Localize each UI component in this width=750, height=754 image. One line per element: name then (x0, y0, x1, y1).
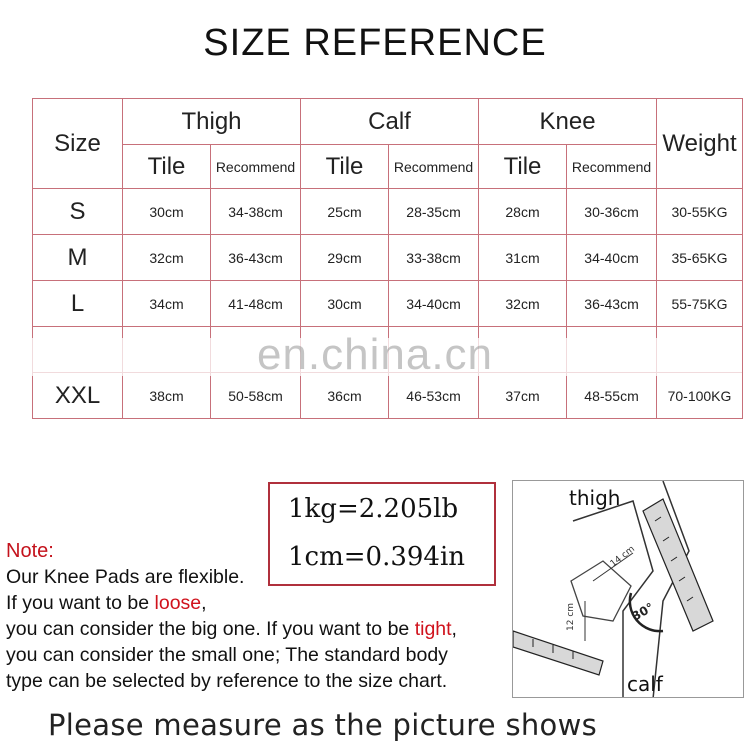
table-cell: 28cm (479, 189, 567, 235)
weight-cell: 30-55KG (657, 189, 743, 235)
table-cell: 34-38cm (211, 189, 301, 235)
angle-label: 30° (629, 600, 657, 624)
table-cell: 36cm (301, 373, 389, 419)
weight-header: Weight (657, 99, 743, 189)
knee-sketch (513, 481, 744, 698)
table-cell: 38cm (123, 373, 211, 419)
table-row (33, 189, 743, 235)
page-title: SIZE REFERENCE (203, 22, 547, 64)
note-text (6, 538, 516, 694)
tight-text: tight (414, 618, 452, 640)
table-cell: 37cm (479, 373, 567, 419)
watermark: en.china.cn (256, 330, 494, 379)
calf-tape (513, 631, 603, 675)
table-row (33, 281, 743, 327)
watermark-band (32, 338, 742, 376)
table-cell: 32cm (479, 281, 567, 327)
loose-text: loose (154, 592, 202, 614)
weight-cell: 70-100KG (657, 373, 743, 419)
thigh-tile-header: Tile (123, 145, 211, 189)
table-cell: 50-58cm (211, 373, 301, 419)
knee-recommend-header: Recommend (567, 145, 657, 189)
cm-conversion: 1cm=0.394in (288, 542, 466, 572)
thigh-header: Thigh (123, 99, 301, 145)
note-line: If you want to be loose, (6, 592, 207, 614)
table-cell: 30-36cm (567, 189, 657, 235)
note-line: type can be selected by reference to the size chart. (6, 670, 448, 692)
table-cell: 30cm (123, 189, 211, 235)
note-heading: Note: (6, 540, 54, 562)
table-cell: 41-48cm (211, 281, 301, 327)
table-cell: 33-38cm (389, 235, 479, 281)
table-cell: 32cm (123, 235, 211, 281)
table-cell: 34cm (123, 281, 211, 327)
size-cell: S (33, 189, 123, 235)
knee-shape (571, 561, 631, 621)
knee-header: Knee (479, 99, 657, 145)
table-cell: 46-53cm (389, 373, 479, 419)
thigh-recommend-header: Recommend (211, 145, 301, 189)
note-line: Our Knee Pads are flexible. (6, 566, 245, 588)
table-cell: 30cm (301, 281, 389, 327)
calf-label: calf (627, 672, 663, 696)
tape1-label: 14 cm (608, 544, 637, 570)
calf-header: Calf (301, 99, 479, 145)
note-line: you can consider the big one. If you want to be tight, (6, 618, 457, 640)
table-cell: 34-40cm (567, 235, 657, 281)
table-cell: 36-43cm (567, 281, 657, 327)
table-cell: 48-55cm (567, 373, 657, 419)
table-row (33, 373, 743, 419)
size-cell: XXL (33, 373, 123, 419)
table-cell: 34-40cm (389, 281, 479, 327)
table-cell: 28-35cm (389, 189, 479, 235)
thigh-label: thigh (569, 486, 621, 510)
tape2-label: 12 cm (566, 602, 576, 631)
calf-recommend-header: Recommend (389, 145, 479, 189)
knee-tile-header: Tile (479, 145, 567, 189)
knee-measure-diagram (512, 480, 744, 698)
kg-conversion: 1kg=2.205lb (288, 494, 459, 524)
note-line: you can consider the small one; The standard body (6, 644, 448, 666)
table-cell: 29cm (301, 235, 389, 281)
weight-cell: 35-65KG (657, 235, 743, 281)
table-cell: 36-43cm (211, 235, 301, 281)
table-cell: 25cm (301, 189, 389, 235)
size-cell: M (33, 235, 123, 281)
size-header: Size (33, 99, 123, 189)
weight-cell: 55-75KG (657, 281, 743, 327)
calf-tile-header: Tile (301, 145, 389, 189)
size-cell: L (33, 281, 123, 327)
table-cell: 31cm (479, 235, 567, 281)
table-row (33, 235, 743, 281)
footer-instruction: Please measure as the picture shows (48, 708, 597, 742)
